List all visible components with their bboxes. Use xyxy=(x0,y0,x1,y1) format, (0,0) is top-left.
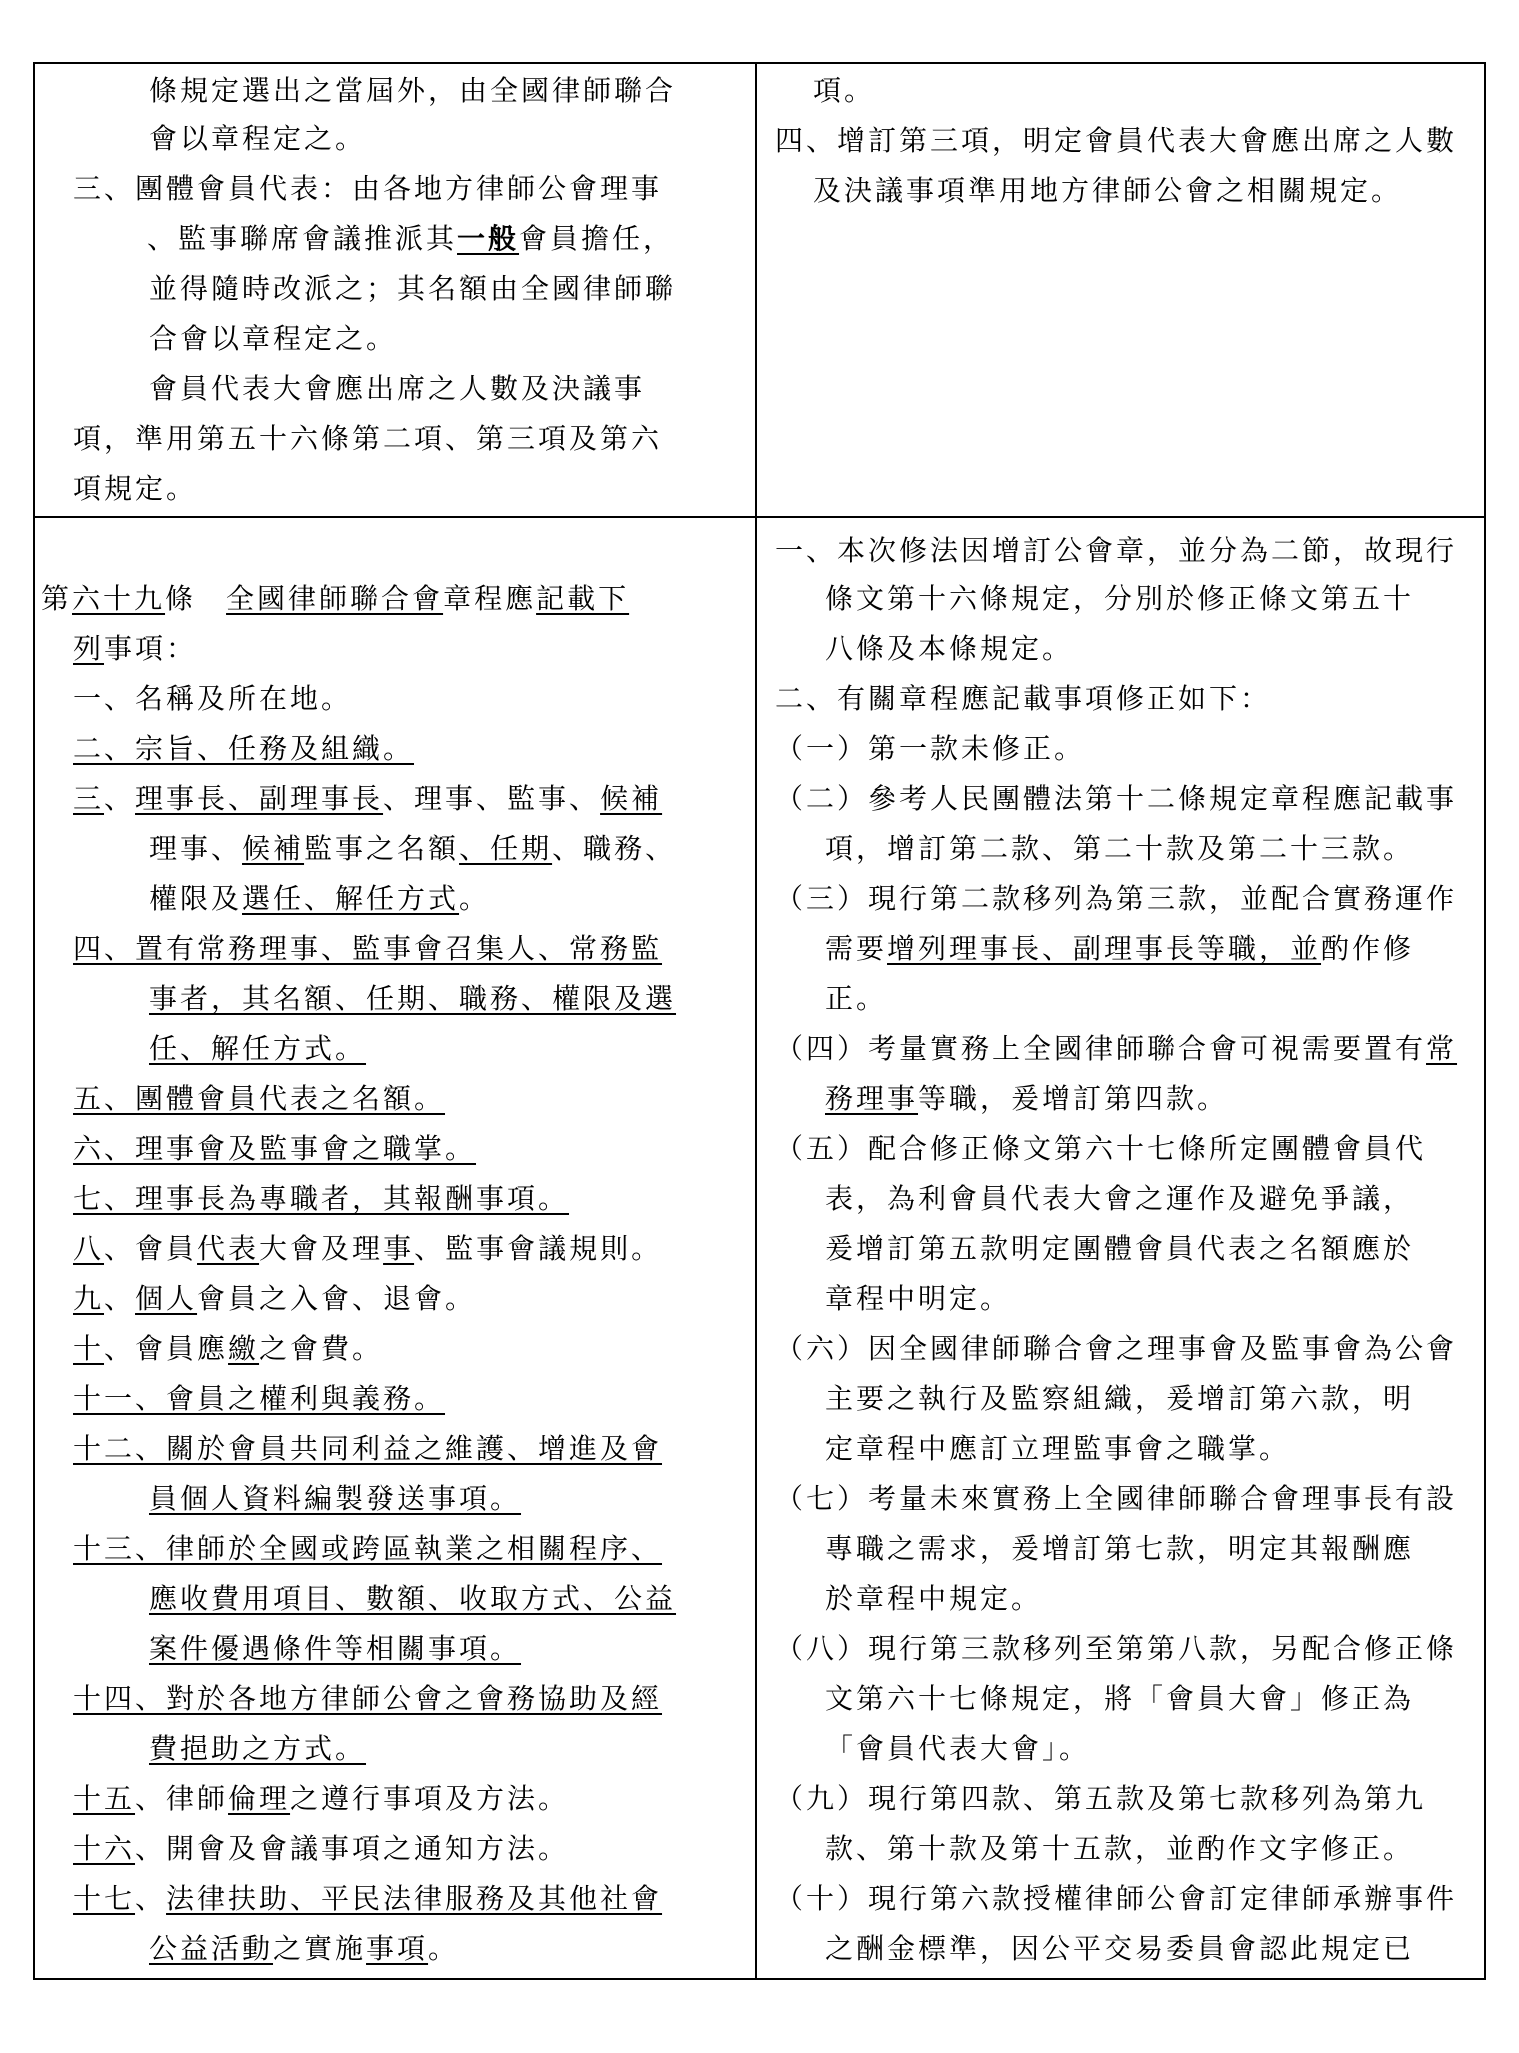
text-line xyxy=(825,932,1414,966)
underlined-text: 五、團體會員代表之名額。 xyxy=(73,1082,446,1115)
underlined-text: 倫理 xyxy=(228,1782,291,1815)
text-span: 條 xyxy=(165,582,197,615)
text-line: 項。 xyxy=(813,74,876,107)
underlined-text: 十六 xyxy=(73,1832,136,1865)
item-10 xyxy=(73,1332,383,1366)
underlined-text: 十四、對於各地方律師公會之會務協助及經 xyxy=(73,1682,663,1715)
text-span: 、會員 xyxy=(104,1232,198,1265)
text-line: 「會員代表大會」。 xyxy=(825,1732,1091,1765)
text-line: 爰增訂第五款明定團體會員代表之名額應於 xyxy=(825,1232,1415,1265)
underlined-text: 六十九 xyxy=(72,582,166,615)
underlined-text: 十七 xyxy=(73,1882,136,1915)
underlined-text: 九 xyxy=(73,1282,105,1315)
text-span: 第 xyxy=(41,582,73,615)
text-span: 理事 xyxy=(149,832,212,865)
text-span: 、監事聯席會議推派其 xyxy=(147,222,458,255)
text-line: （八）現行第三款移列至第第八款，另配合修正條 xyxy=(775,1632,1458,1665)
text-line xyxy=(149,1732,366,1766)
underlined-text: 候補 xyxy=(242,832,305,865)
text-span: 、 xyxy=(104,782,136,815)
emphasis-underlined: 一般 xyxy=(457,222,520,255)
text-line: （九）現行第四款、第五款及第七款移列為第九 xyxy=(775,1782,1427,1815)
text-line: 項規定。 xyxy=(73,472,198,505)
item-3 xyxy=(73,782,662,816)
text-line: （六）因全國律師聯合會之理事會及監事會為公會 xyxy=(775,1332,1458,1365)
text-line xyxy=(73,632,197,666)
text-line: 二、有關章程應記載事項修正如下： xyxy=(775,682,1272,715)
item-8 xyxy=(73,1232,662,1266)
text-line: 定章程中應訂立理監事會之職掌。 xyxy=(825,1432,1291,1465)
text-span: 等職，爰增訂第四款。 xyxy=(918,1082,1229,1115)
underlined-text: 個人 xyxy=(135,1282,198,1315)
text-line: （一）第一款未修正。 xyxy=(775,732,1086,765)
item-11 xyxy=(73,1382,445,1416)
text-line: 會員代表大會應出席之人數及決議事 xyxy=(149,372,646,405)
underlined-text: 任、解任方式。 xyxy=(149,1032,367,1065)
text-line: （二）參考人民團體法第十二條規定章程應記載事 xyxy=(775,782,1458,815)
text-line xyxy=(775,1032,1457,1066)
text-line xyxy=(147,222,674,256)
text-line: 之酬金標準，因公平交易委員會認此規定已 xyxy=(825,1932,1415,1965)
item-15 xyxy=(73,1782,569,1816)
underlined-text: 公益活動 xyxy=(149,1932,274,1965)
comparison-table xyxy=(33,62,1486,1980)
underlined-text: 務理事 xyxy=(825,1082,919,1115)
underlined-text: 三 xyxy=(73,782,105,815)
text-span: 、開會及會議事項之通知方法。 xyxy=(135,1832,570,1865)
underlined-text: 候補 xyxy=(600,782,663,815)
text-span: 、會員應 xyxy=(104,1332,229,1365)
underlined-text: 六、理事會及監事會之職掌。 xyxy=(73,1132,477,1165)
item-17 xyxy=(73,1882,662,1916)
text-line xyxy=(149,1582,676,1616)
underlined-text: 、任期 xyxy=(459,832,553,865)
text-line: 一、本次修法因增訂公會章，並分為二節，故現行 xyxy=(775,534,1458,567)
text-line: 合會以章程定之。 xyxy=(149,322,398,355)
text-line: 專職之需求，爰增訂第七款，明定其報酬應 xyxy=(825,1532,1415,1565)
text-span: 權限及 xyxy=(149,882,243,915)
text-span: 、職務、 xyxy=(552,832,677,865)
text-line xyxy=(149,982,676,1016)
text-line: 條文第十六條規定，分別於修正條文第五十 xyxy=(825,582,1415,615)
text-line: 表，為利會員代表大會之運作及避免爭議， xyxy=(825,1182,1415,1215)
column-divider xyxy=(755,64,757,1978)
text-span: （四）考量實務上全國律師聯合會可視需要置有 xyxy=(775,1032,1427,1065)
item-6 xyxy=(73,1132,476,1166)
item-16 xyxy=(73,1832,569,1866)
text-line: 正。 xyxy=(825,982,888,1015)
text-line xyxy=(149,1032,366,1066)
underlined-text: 七、理事長為專職者，其報酬事項。 xyxy=(73,1182,570,1215)
underlined-text: 四、置有常務理事、監事會召集人、常務監 xyxy=(73,932,663,965)
underlined-text: 十五 xyxy=(73,1782,136,1815)
text-span: 大會及理 xyxy=(259,1232,384,1265)
text-span: 之會費。 xyxy=(259,1332,384,1365)
text-line xyxy=(149,1932,459,1966)
underlined-text: 列 xyxy=(73,632,105,665)
text-line xyxy=(149,1632,521,1666)
text-span: 之遵行事項及方法。 xyxy=(290,1782,570,1815)
underlined-text: 十三、律師於全國或跨區執業之相關程序、 xyxy=(73,1532,663,1565)
text-line: 項，增訂第二款、第二十款及第二十三款。 xyxy=(825,832,1415,865)
text-line: （三）現行第二款移列為第三款，並配合實務運作 xyxy=(775,882,1458,915)
text-span: 章程應 xyxy=(443,582,537,615)
underlined-text: 二、宗旨、任務及組織。 xyxy=(73,732,415,765)
underlined-text: 法律扶助、平民法律服務及其他社會 xyxy=(166,1882,663,1915)
text-line: 主要之執行及監察組織，爰增訂第六款，明 xyxy=(825,1382,1415,1415)
text-span: 、 xyxy=(104,1282,136,1315)
text-line: 四、增訂第三項，明定會員代表大會應出席之人數 xyxy=(775,124,1458,157)
text-line: （十）現行第六款授權律師公會訂定律師承辦事件 xyxy=(775,1882,1458,1915)
underlined-text: 記載下 xyxy=(536,582,630,615)
underlined-text: 理事長、副理事長 xyxy=(135,782,384,815)
item-7 xyxy=(73,1182,569,1216)
text-span: 之實施 xyxy=(273,1932,367,1965)
underlined-text: 費挹助之方式。 xyxy=(149,1732,367,1765)
underlined-text: 十 xyxy=(73,1332,105,1365)
text-line: 並得隨時改派之；其名額由全國律師聯 xyxy=(149,272,677,305)
text-span: 酌作修 xyxy=(1321,932,1415,965)
item-14 xyxy=(73,1682,662,1716)
text-line: 於章程中規定。 xyxy=(825,1582,1043,1615)
text-span: 、 xyxy=(135,1882,167,1915)
text-line: 文第六十七條規定，將「會員大會」修正為 xyxy=(825,1682,1415,1715)
text-span: 事項： xyxy=(104,632,198,665)
text-line: 項，準用第五十六條第二項、第三項及第六 xyxy=(73,422,663,455)
underlined-text: 事者，其名額、任期、職務、權限及選 xyxy=(149,982,677,1015)
text-span: 、理事、監事、 xyxy=(383,782,601,815)
underlined-text: 十一、會員之權利與義務。 xyxy=(73,1382,446,1415)
underlined-text: 全國律師聯合會 xyxy=(226,582,444,615)
underlined-text: 案件優遇條件等相關事項。 xyxy=(149,1632,522,1665)
text-line: （七）考量未來實務上全國律師聯合會理事長有設 xyxy=(775,1482,1458,1515)
item-5 xyxy=(73,1082,445,1116)
text-line xyxy=(825,1082,1228,1116)
article-heading xyxy=(41,582,629,616)
text-span: 會員之入會、退會。 xyxy=(197,1282,477,1315)
item-1: 一、名稱及所在地。 xyxy=(73,682,353,715)
underlined-text: 繳 xyxy=(228,1332,260,1365)
underlined-text: 員個人資料編製發送事項。 xyxy=(149,1482,522,1515)
underlined-text: 十二、關於會員共同利益之維護、增進及會 xyxy=(73,1432,663,1465)
item-13 xyxy=(73,1532,662,1566)
underlined-text: 增列理事長、副理事長等職，並 xyxy=(887,932,1322,965)
row-divider xyxy=(35,516,1484,518)
item-12 xyxy=(73,1432,662,1466)
text-line: 章程中明定。 xyxy=(825,1282,1012,1315)
text-line xyxy=(149,882,490,916)
text-line: 八條及本條規定。 xyxy=(825,632,1074,665)
text-span: 、 xyxy=(211,832,243,865)
underlined-text: 選任、解任方式 xyxy=(242,882,460,915)
text-line xyxy=(149,1482,521,1516)
underlined-text: 常 xyxy=(1426,1032,1458,1065)
underlined-text: 八 xyxy=(73,1232,105,1265)
text-span: 。 xyxy=(459,882,491,915)
item-9 xyxy=(73,1282,476,1316)
text-line: （五）配合修正條文第六十七條所定團體會員代 xyxy=(775,1132,1427,1165)
text-line: 三、團體會員代表：由各地方律師公會理事 xyxy=(73,172,663,205)
underlined-text: 事項 xyxy=(366,1932,429,1965)
item-2 xyxy=(73,732,414,766)
text-span: 需要 xyxy=(825,932,888,965)
text-span: 、律師 xyxy=(135,1782,229,1815)
text-line: 會以章程定之。 xyxy=(149,122,367,155)
text-span: 。 xyxy=(428,1932,460,1965)
text-span: 監事之名額 xyxy=(304,832,460,865)
text-line xyxy=(149,832,676,866)
text-line: 條規定選出之當屆外，由全國律師聯合 xyxy=(149,74,677,107)
text-span: 、監事會議規則。 xyxy=(414,1232,663,1265)
text-span: 會員擔任， xyxy=(519,222,675,255)
item-4 xyxy=(73,932,662,966)
underlined-text: 代表 xyxy=(197,1232,260,1265)
underlined-text: 事 xyxy=(383,1232,415,1265)
text-line: 款、第十款及第十五款，並酌作文字修正。 xyxy=(825,1832,1415,1865)
text-line: 及決議事項準用地方律師公會之相關規定。 xyxy=(813,174,1403,207)
underlined-text: 應收費用項目、數額、收取方式、公益 xyxy=(149,1582,677,1615)
